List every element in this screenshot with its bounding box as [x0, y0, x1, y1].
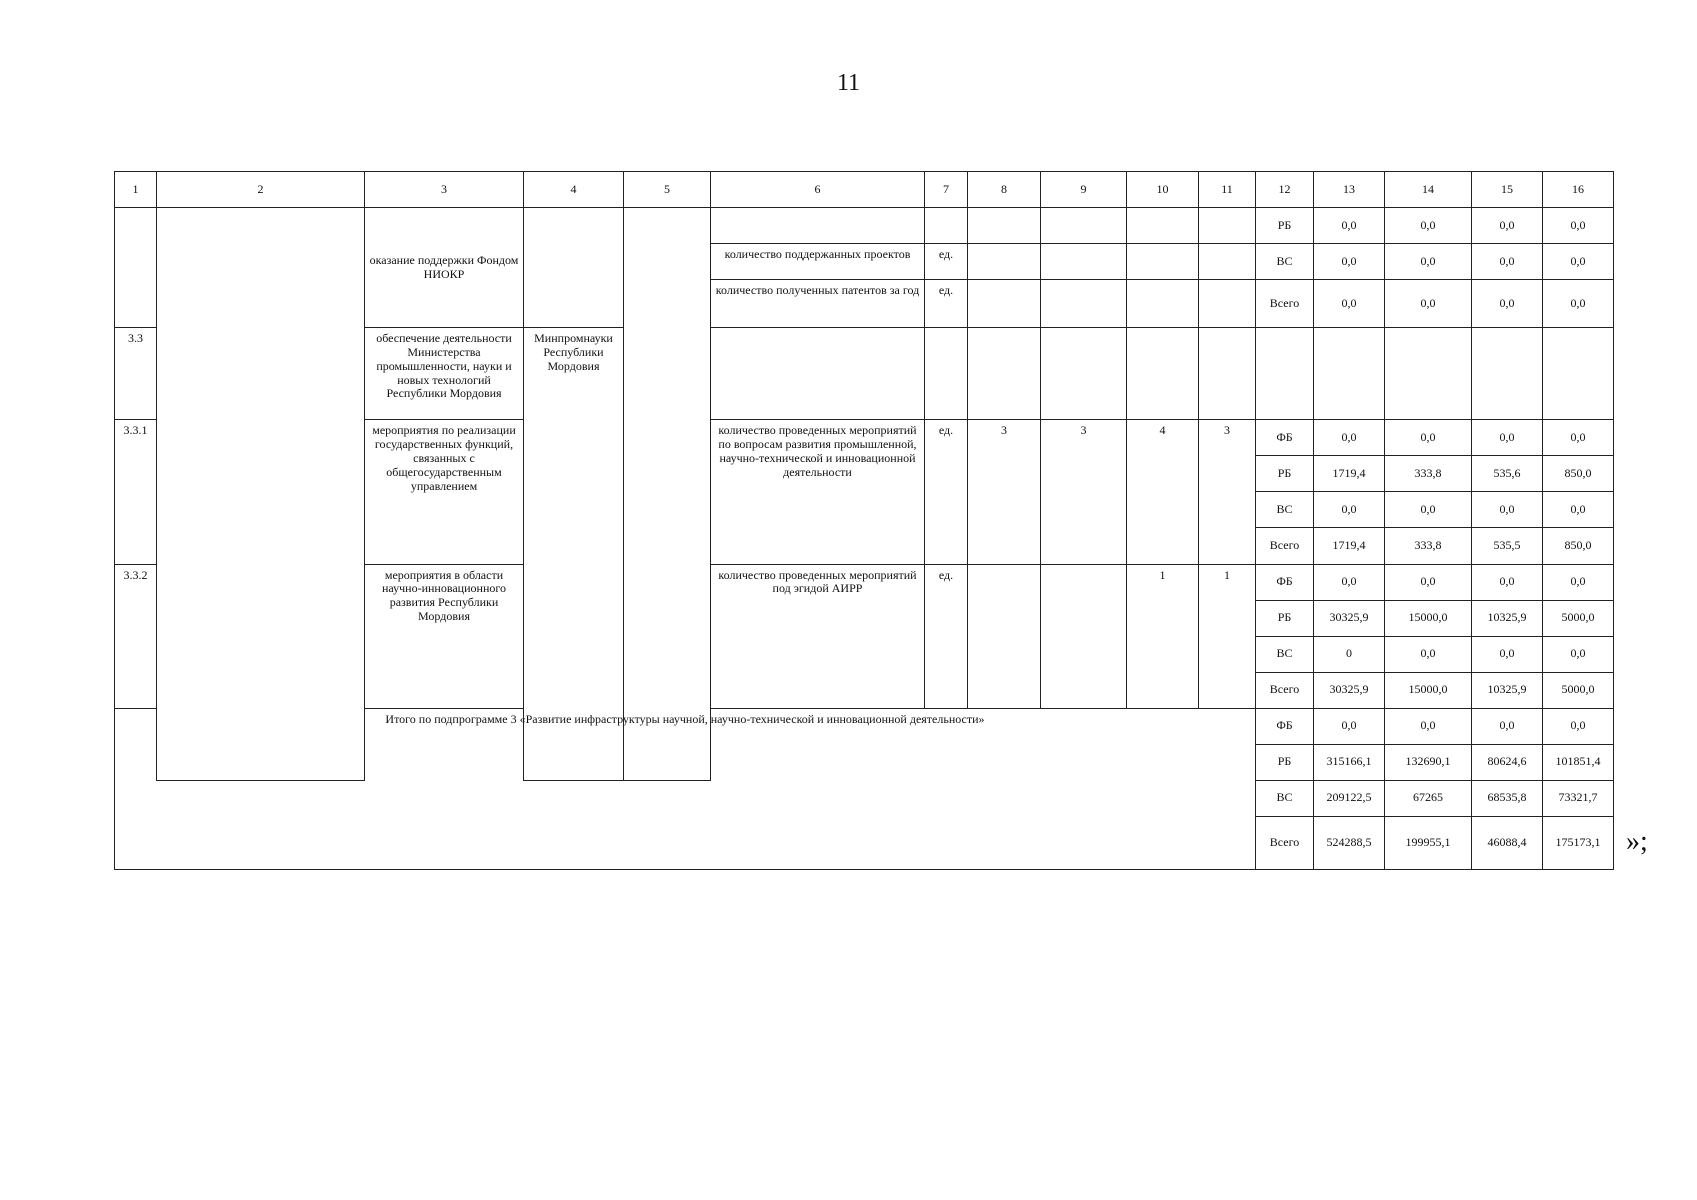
target-cell	[1127, 280, 1199, 328]
value-cell: 10325,9	[1472, 600, 1543, 636]
column-header: 2	[157, 172, 365, 208]
table-row	[115, 208, 1614, 244]
target-cell	[968, 280, 1041, 328]
executor-cell: Минпромнауки Республики Мордовия	[524, 328, 624, 781]
column-header: 14	[1385, 172, 1472, 208]
value-cell: 524288,5	[1314, 816, 1385, 869]
target-cell	[968, 244, 1041, 280]
target-cell	[1199, 328, 1256, 420]
value-cell: 0,0	[1543, 208, 1614, 244]
value-cell: 0	[1314, 636, 1385, 672]
value-cell: 209122,5	[1314, 780, 1385, 816]
target-cell	[1199, 280, 1256, 328]
value-cell: 0,0	[1472, 280, 1543, 328]
column-header: 5	[624, 172, 711, 208]
value-cell: 0,0	[1472, 420, 1543, 456]
funding-source-cell: Всего	[1256, 672, 1314, 708]
target-cell	[1199, 244, 1256, 280]
value-cell	[1314, 328, 1385, 420]
target-cell	[1127, 244, 1199, 280]
value-cell: 535,5	[1472, 528, 1543, 564]
funding-source-cell: ВС	[1256, 244, 1314, 280]
funding-source-cell: РБ	[1256, 600, 1314, 636]
column-header: 13	[1314, 172, 1385, 208]
value-cell: 0,0	[1472, 244, 1543, 280]
indicator-cell: количество проведенных мероприятий под эгидой АИРР	[711, 564, 925, 708]
unit-cell	[925, 208, 968, 244]
unit-cell: ед.	[925, 280, 968, 328]
indicator-cell: количество полученных патентов за год	[711, 280, 925, 328]
value-cell: 850,0	[1543, 528, 1614, 564]
value-cell: 30325,9	[1314, 600, 1385, 636]
value-cell: 80624,6	[1472, 744, 1543, 780]
column-header: 7	[925, 172, 968, 208]
target-cell	[1041, 328, 1127, 420]
funding-source-cell: ВС	[1256, 492, 1314, 528]
value-cell: 15000,0	[1385, 600, 1472, 636]
target-cell	[1041, 208, 1127, 244]
value-cell: 15000,0	[1385, 672, 1472, 708]
value-cell: 1719,4	[1314, 528, 1385, 564]
value-cell: 0,0	[1385, 636, 1472, 672]
program-table	[114, 171, 1614, 870]
value-cell: 175173,1	[1543, 816, 1614, 869]
value-cell: 0,0	[1543, 420, 1614, 456]
target-cell: 1	[1199, 564, 1256, 708]
column-header: 9	[1041, 172, 1127, 208]
target-cell	[1199, 208, 1256, 244]
indicator-cell: количество проведенных мероприятий по вопросам развития промышленной, научно-технической и инновационной деятельности	[711, 420, 925, 564]
value-cell: 0,0	[1385, 564, 1472, 600]
target-cell	[968, 564, 1041, 708]
executor-cell	[524, 208, 624, 328]
value-cell: 0,0	[1314, 208, 1385, 244]
deadline-cell	[624, 208, 711, 781]
closing-quote-mark: »;	[1626, 826, 1648, 857]
column-header: 12	[1256, 172, 1314, 208]
total-row	[115, 708, 1614, 744]
row-number-cell: 3.3	[115, 328, 157, 420]
value-cell: 1719,4	[1314, 456, 1385, 492]
unit-cell: ед.	[925, 420, 968, 564]
column-header: 11	[1199, 172, 1256, 208]
column-header: 16	[1543, 172, 1614, 208]
value-cell: 0,0	[1543, 244, 1614, 280]
value-cell: 67265	[1385, 780, 1472, 816]
activity-cell: оказание поддержки Фондом НИОКР	[365, 208, 524, 328]
funding-source-cell: Всего	[1256, 280, 1314, 328]
value-cell: 0,0	[1385, 708, 1472, 744]
activity-cell: мероприятия в области научно-инновационного развития Республики Мордовия	[365, 564, 524, 708]
value-cell: 0,0	[1314, 564, 1385, 600]
value-cell: 0,0	[1472, 492, 1543, 528]
target-cell: 4	[1127, 420, 1199, 564]
value-cell: 333,8	[1385, 528, 1472, 564]
value-cell	[1385, 328, 1472, 420]
target-cell: 1	[1127, 564, 1199, 708]
value-cell: 5000,0	[1543, 672, 1614, 708]
value-cell: 0,0	[1543, 564, 1614, 600]
target-cell	[1041, 564, 1127, 708]
target-cell: 3	[1199, 420, 1256, 564]
funding-source-cell: РБ	[1256, 208, 1314, 244]
row-number-cell	[115, 208, 157, 328]
value-cell: 199955,1	[1385, 816, 1472, 869]
indicator-cell: количество поддержанных проектов	[711, 244, 925, 280]
target-cell	[1041, 280, 1127, 328]
indicator-cell	[711, 208, 925, 244]
page-number: 11	[836, 70, 861, 96]
value-cell: 132690,1	[1385, 744, 1472, 780]
value-cell: 0,0	[1543, 280, 1614, 328]
value-cell: 0,0	[1314, 420, 1385, 456]
target-cell	[1127, 208, 1199, 244]
value-cell: 0,0	[1385, 492, 1472, 528]
value-cell: 10325,9	[1472, 672, 1543, 708]
funding-source-cell: ВС	[1256, 780, 1314, 816]
value-cell	[1472, 328, 1543, 420]
value-cell: 0,0	[1472, 564, 1543, 600]
value-cell: 0,0	[1472, 708, 1543, 744]
activity-cell: мероприятия по реализации государственных функций, связанных с общегосударственным управлением	[365, 420, 524, 564]
value-cell: 0,0	[1385, 420, 1472, 456]
value-cell: 315166,1	[1314, 744, 1385, 780]
column-header: 8	[968, 172, 1041, 208]
header-row	[115, 172, 1614, 208]
subprogram-total-label: Итого по подпрограмме 3 «Развитие инфраструктуры научной, научно-технической и инновационной деятельности»	[115, 708, 1256, 869]
activity-cell: обеспечение деятельности Министерства промышленности, науки и новых технологий Республики Мордовия	[365, 328, 524, 420]
funding-source-cell: Всего	[1256, 816, 1314, 869]
funding-source-cell: ФБ	[1256, 564, 1314, 600]
value-cell: 0,0	[1314, 492, 1385, 528]
value-cell: 850,0	[1543, 456, 1614, 492]
value-cell: 5000,0	[1543, 600, 1614, 636]
value-cell: 0,0	[1385, 280, 1472, 328]
value-cell: 0,0	[1543, 492, 1614, 528]
value-cell: 0,0	[1314, 708, 1385, 744]
unit-cell: ед.	[925, 244, 968, 280]
value-cell: 0,0	[1543, 708, 1614, 744]
target-cell: 3	[968, 420, 1041, 564]
program-name-cell	[157, 208, 365, 781]
value-cell: 30325,9	[1314, 672, 1385, 708]
funding-source-cell	[1256, 328, 1314, 420]
funding-source-cell: РБ	[1256, 744, 1314, 780]
value-cell: 73321,7	[1543, 780, 1614, 816]
target-cell	[1041, 244, 1127, 280]
target-cell	[968, 208, 1041, 244]
row-number-cell: 3.3.2	[115, 564, 157, 708]
value-cell: 0,0	[1314, 280, 1385, 328]
value-cell: 46088,4	[1472, 816, 1543, 869]
value-cell: 0,0	[1543, 636, 1614, 672]
value-cell: 0,0	[1472, 208, 1543, 244]
unit-cell: ед.	[925, 564, 968, 708]
unit-cell	[925, 328, 968, 420]
indicator-cell	[711, 328, 925, 420]
funding-source-cell: ВС	[1256, 636, 1314, 672]
funding-source-cell: ФБ	[1256, 708, 1314, 744]
value-cell: 535,6	[1472, 456, 1543, 492]
value-cell: 68535,8	[1472, 780, 1543, 816]
target-cell	[1127, 328, 1199, 420]
column-header: 10	[1127, 172, 1199, 208]
funding-source-cell: Всего	[1256, 528, 1314, 564]
column-header: 6	[711, 172, 925, 208]
value-cell: 0,0	[1385, 244, 1472, 280]
value-cell: 333,8	[1385, 456, 1472, 492]
funding-source-cell: РБ	[1256, 456, 1314, 492]
value-cell	[1543, 328, 1614, 420]
target-cell: 3	[1041, 420, 1127, 564]
row-number-cell: 3.3.1	[115, 420, 157, 564]
target-cell	[968, 328, 1041, 420]
value-cell: 0,0	[1385, 208, 1472, 244]
column-header: 15	[1472, 172, 1543, 208]
column-header: 4	[524, 172, 624, 208]
value-cell: 101851,4	[1543, 744, 1614, 780]
value-cell: 0,0	[1314, 244, 1385, 280]
funding-source-cell: ФБ	[1256, 420, 1314, 456]
column-header: 1	[115, 172, 157, 208]
column-header: 3	[365, 172, 524, 208]
value-cell: 0,0	[1472, 636, 1543, 672]
